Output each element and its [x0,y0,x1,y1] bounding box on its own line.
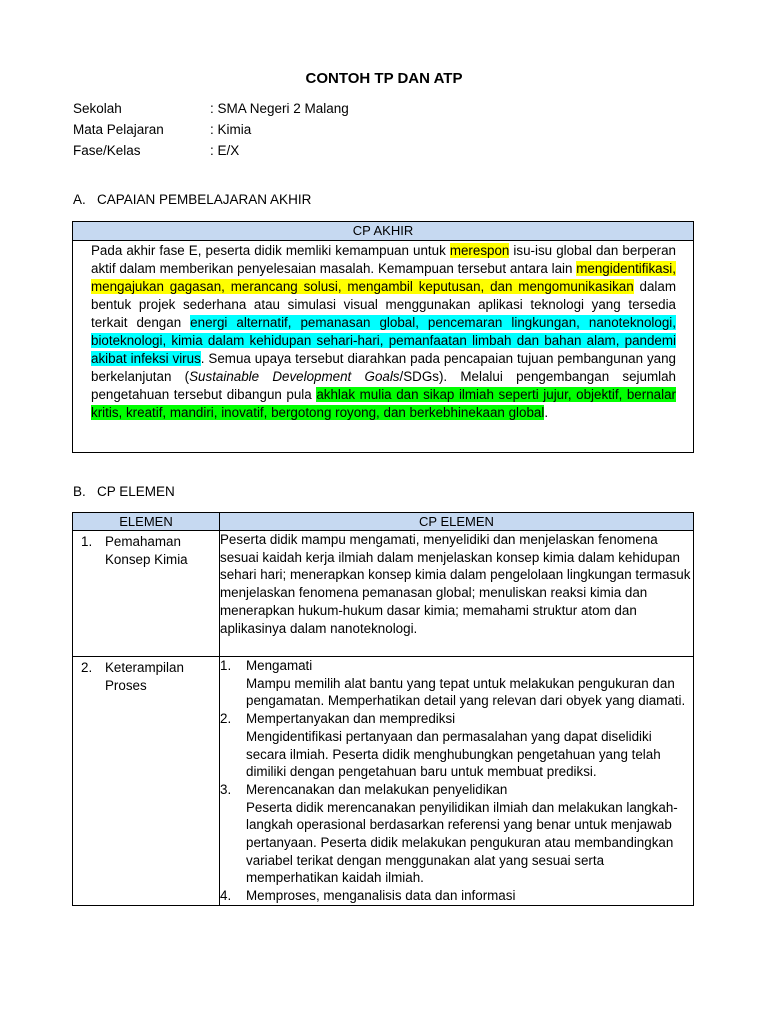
elemen-number: 2. [81,660,93,675]
section-title: CP ELEMEN [97,484,175,499]
process-description: Peserta didik merencanakan penyilidikan ilmiah dan melakukan langkah-langkah operasional berdasarkan referensi yang benar untuk menjawab pertanyaan. Peserta didik melakukan pengukuran atau membandingkan variabel terikat dengan menggunakan alat yang sesuai serta memperhatikan kaidah ilmiah. [246,799,678,886]
elemen-name: Keterampilan Proses [105,660,184,693]
elemen-name: Pemahaman Konsep Kimia [105,534,188,567]
process-title: Mempertanyakan dan memprediksi [246,711,456,727]
info-value: : SMA Negeri 2 Malang [210,101,349,116]
process-item [220,887,693,905]
cp-elemen-cell [220,657,694,906]
highlight-yellow: mengidentifikasi, mengajukan gagasan, merancang solusi, mengambil keputusan, dan mengomunikasikan [91,261,676,294]
text-segment: isu-isu global dan berperan aktif dalam memberikan penyelesaian masalah. Kemampuan tersebut antara lain [91,243,676,276]
process-number: 2. [220,711,232,727]
info-label: Fase/Kelas [73,143,141,158]
elemen-number: 1. [81,534,93,549]
section-letter: B. [73,484,86,499]
text-segment: . [544,405,549,420]
highlight-cyan: energi alternatif, pemanasan global, pencemaran lingkungan, nanoteknologi, bioteknologi, kimia dalam kehidupan sehari-hari, pemanfaatan limbah dan bahan alam, pandemi akibat infeksi virus [91,315,676,366]
column-header-elemen: ELEMEN [73,513,220,531]
text-segment: dalam bentuk projek sederhana atau simulasi visual menggunakan aplikasi teknologi yang tersedia terkait dengan [91,279,676,330]
cp-akhir-box [72,221,694,453]
process-item [220,781,693,887]
process-item [220,657,693,710]
table-row [73,531,694,657]
info-value: : E/X [210,143,240,158]
text-segment: . Semua upaya tersebut diarahkan pada pencapaian tujuan pembangunan yang berkelanjutan ( [91,351,676,384]
process-description: Mengidentifikasi pertanyaan dan permasalahan yang dapat diselidiki secara ilmiah. Peserta didik menghubungkan pengetahuan yang telah dimiliki dengan pengetahuan baru untuk membuat prediksi. [246,728,661,780]
process-title: Memproses, menganalisis data dan informasi [246,888,516,904]
info-label: Mata Pelajaran [73,122,164,137]
info-label: Sekolah [73,101,122,116]
cp-elemen-cell: Peserta didik mampu mengamati, menyelidiki dan menjelaskan fenomena sesuai kaidah kerja ilmiah dalam menjelaskan konsep kimia dalam kehidupan sehari hari; menerapkan konsep kimia dalam pengelolaan lingkungan termasuk menjelaskan fenomena pemanasan global; menuliskan reaksi kimia dan menerapkan hukum-hukum dasar kimia; memahami struktur atom dan aplikasinya dalam nanoteknologi. [220,531,694,657]
elemen-cell [73,531,220,657]
highlight-yellow: merespon [449,243,510,258]
column-header-cp-elemen: CP ELEMEN [220,513,694,531]
section-a-heading [73,192,311,207]
elemen-cell [73,657,220,906]
text-segment: Pada akhir fase E, peserta didik memliki kemampuan untuk [91,243,450,258]
info-row-fase-kelas [73,143,349,164]
info-row-sekolah [73,101,349,122]
process-description: Mampu memilih alat bantu yang tepat untuk melakukan pengukuran dan pengamatan. Memperhatikan detail yang relevan dari obyek yang diamati. [246,675,686,709]
cp-elemen-table [72,512,694,906]
cp-akhir-header: CP AKHIR [73,222,693,241]
process-item [220,710,693,781]
process-title: Merencanakan dan melakukan penyelidikan [246,781,508,797]
table-row [73,657,694,906]
info-value: : Kimia [210,122,252,137]
section-title: CAPAIAN PEMBELAJARAN AKHIR [97,192,312,207]
school-info [73,101,349,164]
text-segment: /SDGs). Melalui pengembangan sejumlah pengetahuan tersebut dibangun pula [91,369,676,402]
process-number: 3. [220,781,232,797]
info-row-mata-pelajaran [73,122,349,143]
cp-akhir-text [73,242,693,422]
text-segment: Sustainable Development Goals [189,369,400,384]
page-title: CONTOH TP DAN ATP [305,70,463,87]
process-number: 1. [220,658,232,673]
highlight-green: akhlak mulia dan sikap ilmiah seperti jujur, objektif, bernalar kritis, kreatif, mandiri, inovatif, bergotong royong, dan berkebhinekaan global [91,387,676,420]
process-title: Mengamati [246,658,313,673]
process-number: 4. [220,888,232,904]
section-b-heading [73,484,175,499]
section-letter: A. [73,192,86,207]
table-header-row [73,513,694,531]
